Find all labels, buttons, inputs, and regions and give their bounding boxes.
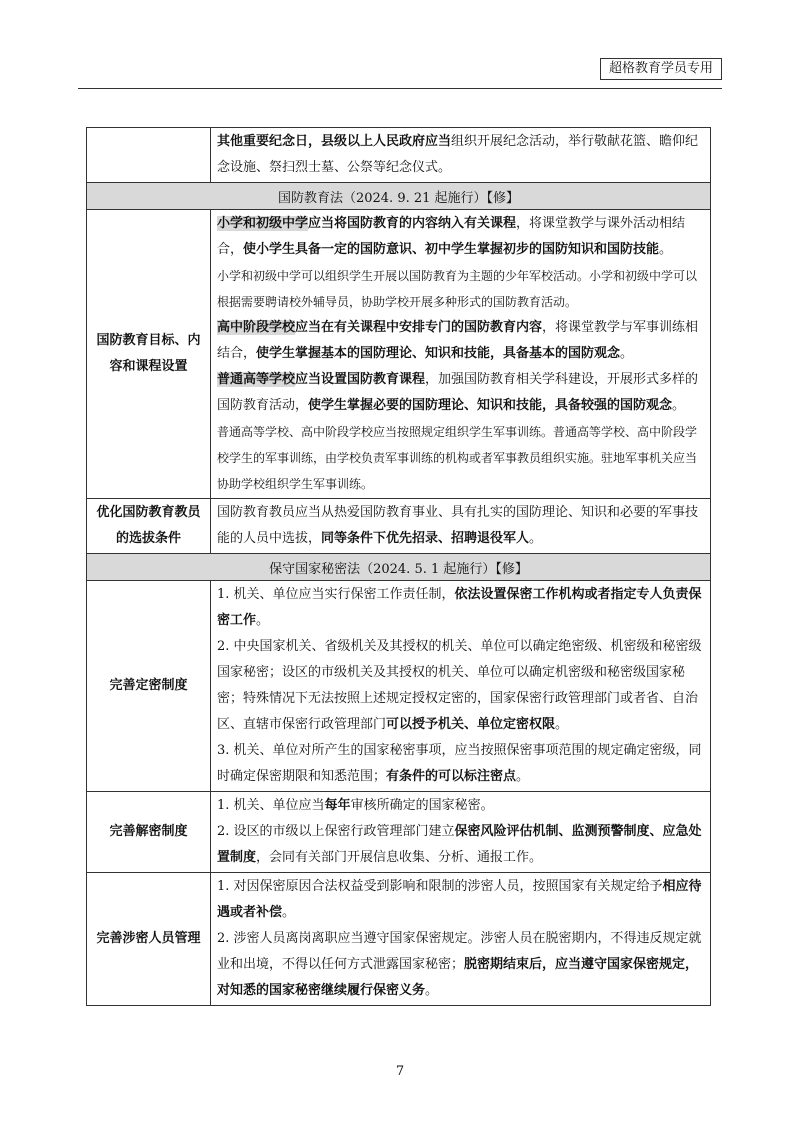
row-label-teachers: 优化国防教育教员的选拔条件: [87, 499, 211, 554]
row-content: [211, 792, 711, 873]
header-tag: 超格教育学员专用: [600, 58, 722, 80]
plain-text: 国防教育教员应当从热爱国防教育事业、具有扎实的国防理论、知识和必要的军事技能的人员中选拔，: [217, 505, 699, 546]
plain-text: 3. 机关、单位对所产生的国家秘密事项，应当按照保密事项范围的规定确定密级，同时确定保密期限和知悉范围；: [217, 743, 702, 784]
plain-text: 。: [555, 717, 569, 732]
row-content: [211, 581, 711, 792]
plain-text: ，加强国防教育相关学科建设，开展形式多样的国防教育活动，: [217, 372, 699, 413]
plain-text: ，将课堂教学与课外活动相结合，: [217, 216, 686, 257]
table-row: [87, 128, 711, 183]
bold-text: 使学生掌握基本的国防理论、知识和技能，具备基本的国防观念: [256, 346, 621, 361]
plain-text: 1. 对因保密原因合法权益受到影响和限制的涉密人员，按照国家有关规定给予: [217, 879, 663, 894]
plain-text: ，将课堂教学与军事训练相结合，: [217, 320, 699, 361]
table-row: [87, 792, 711, 873]
section-header-row: [87, 183, 711, 210]
bold-text: 使学生掌握必要的国防理论、知识和技能，具备较强的国防观念: [308, 398, 673, 413]
table-row: [87, 873, 711, 1006]
row-content: [211, 499, 711, 554]
plain-text: 。: [659, 242, 673, 257]
section-title-state-secrets-law: 保守国家秘密法（2024. 5. 1 起施行）【修】: [87, 554, 711, 581]
plain-text: 。: [282, 905, 296, 920]
plain-text: 。: [672, 398, 686, 413]
bold-text: 使小学生具备一定的国防意识、初中学生掌握初步的国防知识和国防技能: [243, 242, 660, 257]
plain-text: 2. 中央国家机关、省级机关及其授权的机关、单位可以确定绝密级、机密级和秘密级国家秘密；设区的市级机关及其授权的机关、单位可以确定机密级和秘密级国家秘密；特殊情况下无法按照上述规定授权定密的，国家保密行政管理部门或者省、自治区、直辖市保密行政管理部门: [217, 639, 702, 732]
row-label-goals: 国防教育目标、内容和课程设置: [87, 210, 211, 499]
bold-text: 每年: [324, 798, 351, 813]
bold-text: 可以授予机关、单位定密权限: [386, 717, 556, 732]
row-content: [211, 128, 711, 183]
bold-text: 有条件的可以标注密点: [386, 769, 517, 784]
row-label-classify: 完善定密制度: [87, 581, 211, 792]
bold-text: 应当设置国防教育课程: [295, 372, 426, 387]
row-label-personnel: 完善涉密人员管理: [87, 873, 211, 1006]
bold-text: 应当将国防教育的内容纳入有关课程: [308, 216, 517, 231]
plain-text: 审核所确定的国家秘密。: [350, 798, 494, 813]
plain-text: 。: [529, 531, 543, 546]
plain-text: 。: [425, 983, 439, 998]
highlight-text: 小学和初级中学: [217, 216, 309, 231]
plain-text: 。: [516, 769, 530, 784]
bold-text: 脱密期结束后，应当遵守国家保密规定，对知悉的国家秘密继续履行保密义务: [217, 957, 699, 998]
bold-text: 保密风险评估机制、监测预警制度、应急处置制度: [217, 824, 702, 865]
plain-text: 2. 涉密人员离岗离职应当遵守国家保密规定。涉密人员在脱密期内，不得违反规定就业和出境，不得以任何方式泄露国家秘密；: [217, 931, 702, 972]
plain-text: 组织开展纪念活动，举行敬献花篮、瞻仰纪念设施、祭扫烈士墓、公祭等纪念仪式。: [217, 134, 699, 175]
bold-text: 相应待遇或者补偿: [217, 879, 702, 920]
plain-text: 。: [256, 613, 270, 628]
row-content: [211, 210, 711, 499]
row-label-empty: [87, 128, 211, 183]
bold-text: 其他重要纪念日，县级以上人民政府应当: [217, 134, 452, 149]
plain-text: 2. 设区的市级以上保密行政管理部门建立: [217, 824, 455, 839]
plain-text: 1. 机关、单位应当实行保密工作责任制，: [217, 587, 455, 602]
plain-text: 1. 机关、单位应当: [217, 798, 325, 813]
row-content: [211, 873, 711, 1006]
section-title-defense-education-law: 国防教育法（2024. 9. 21 起施行）【修】: [87, 183, 711, 210]
paragraph-small: 小学和初级中学可以组织学生开展以国防教育为主题的少年军校活动。小学和初级中学可以根据需要聘请校外辅导员，协助学校开展多种形式的国防教育活动。: [217, 269, 698, 309]
bold-text: 依法设置保密工作机构或者指定专人负责保密工作: [217, 587, 702, 628]
bold-text: 应当在有关课程中安排专门的国防教育内容: [295, 320, 543, 335]
paragraph-small: 普通高等学校、高中阶段学校应当按照规定组织学生军事训练。普通高等学校、高中阶段学校学生的军事训练，由学校负责军事训练的机构或者军事教员组织实施。驻地军事机关应当协助学校组织学生军事训练。: [217, 425, 698, 491]
plain-text: 。: [620, 346, 634, 361]
bold-text: 同等条件下优先招录、招聘退役军人: [321, 531, 530, 546]
row-label-declassify: 完善解密制度: [87, 792, 211, 873]
highlight-text: 高中阶段学校: [217, 320, 296, 335]
table-row: [87, 581, 711, 792]
page-number: 7: [395, 1064, 405, 1079]
law-summary-table: [86, 127, 711, 1006]
section-header-row: [87, 554, 711, 581]
plain-text: ，会同有关部门开展信息收集、分析、通报工作。: [256, 850, 543, 865]
highlight-text: 普通高等学校: [217, 372, 296, 387]
table-row: [87, 210, 711, 499]
header-divider: [78, 88, 722, 89]
table-row: [87, 499, 711, 554]
